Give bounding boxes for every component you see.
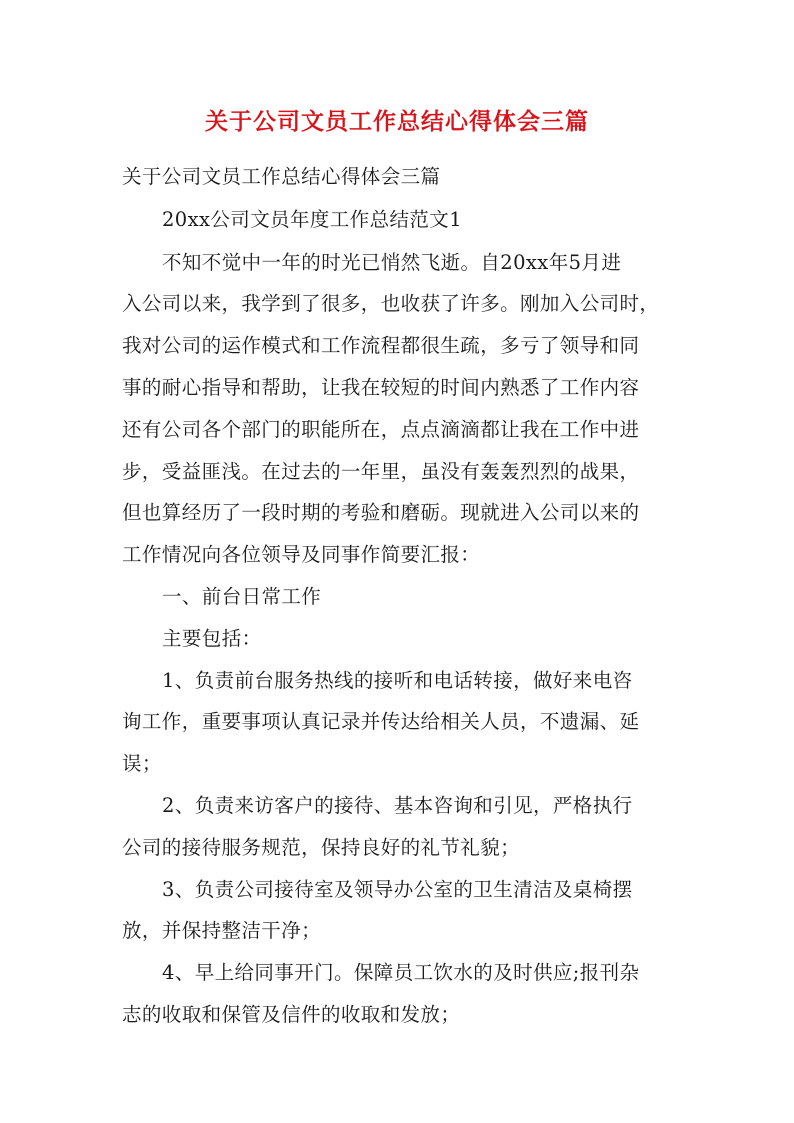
paragraph-line: 不知不觉中一年的时光已悄然飞逝。自20xx年5月进 (162, 251, 622, 274)
list-item-line: 志的收取和保管及信件的收取和发放； (122, 1003, 461, 1026)
list-item-line: 公司的接待服务规范，保持良好的礼节礼貌； (122, 836, 521, 859)
section-heading: 一、前台日常工作 (162, 585, 322, 608)
list-item-line: 1、负责前台服务热线的接听和电话转接，做好来电咨 (162, 669, 633, 692)
list-item-line: 3、负责公司接待室及领导办公室的卫生清洁及桌椅摆 (162, 878, 633, 901)
list-item-line: 询工作，重要事项认真记录并传达给相关人员，不遗漏、延 (122, 710, 640, 733)
paragraph-line: 但也算经历了一段时期的考验和磨砺。现就进入公司以来的 (122, 501, 640, 524)
list-item-line: 放，并保持整洁干净； (122, 919, 322, 942)
paragraph-line: 事的耐心指导和帮助，让我在较短的时间内熟悉了工作内容 (122, 376, 640, 399)
paragraph-line: 我对公司的运作模式和工作流程都很生疏，多亏了领导和同 (122, 334, 640, 357)
document-title: 关于公司文员工作总结心得体会三篇 (205, 108, 589, 135)
list-item-line: 2、负责来访客户的接待、基本咨询和引见，严格执行 (162, 794, 633, 817)
paragraph-line: 工作情况向各位领导及同事作简要汇报： (122, 543, 481, 566)
section-heading: 20xx公司文员年度工作总结范文1 (162, 208, 463, 231)
paragraph-line: 主要包括： (162, 627, 262, 650)
list-item-line: 4、早上给同事开门。保障员工饮水的及时供应;报刊杂 (162, 961, 640, 984)
list-item-line: 误； (122, 752, 162, 775)
paragraph-line: 入公司以来，我学到了很多，也收获了许多。刚加入公司时， (122, 292, 660, 315)
subtitle-line: 关于公司文员工作总结心得体会三篇 (122, 165, 441, 188)
paragraph-line: 步，受益匪浅。在过去的一年里，虽没有轰轰烈烈的战果， (122, 460, 640, 483)
paragraph-line: 还有公司各个部门的职能所在，点点滴滴都让我在工作中进 (122, 418, 640, 441)
